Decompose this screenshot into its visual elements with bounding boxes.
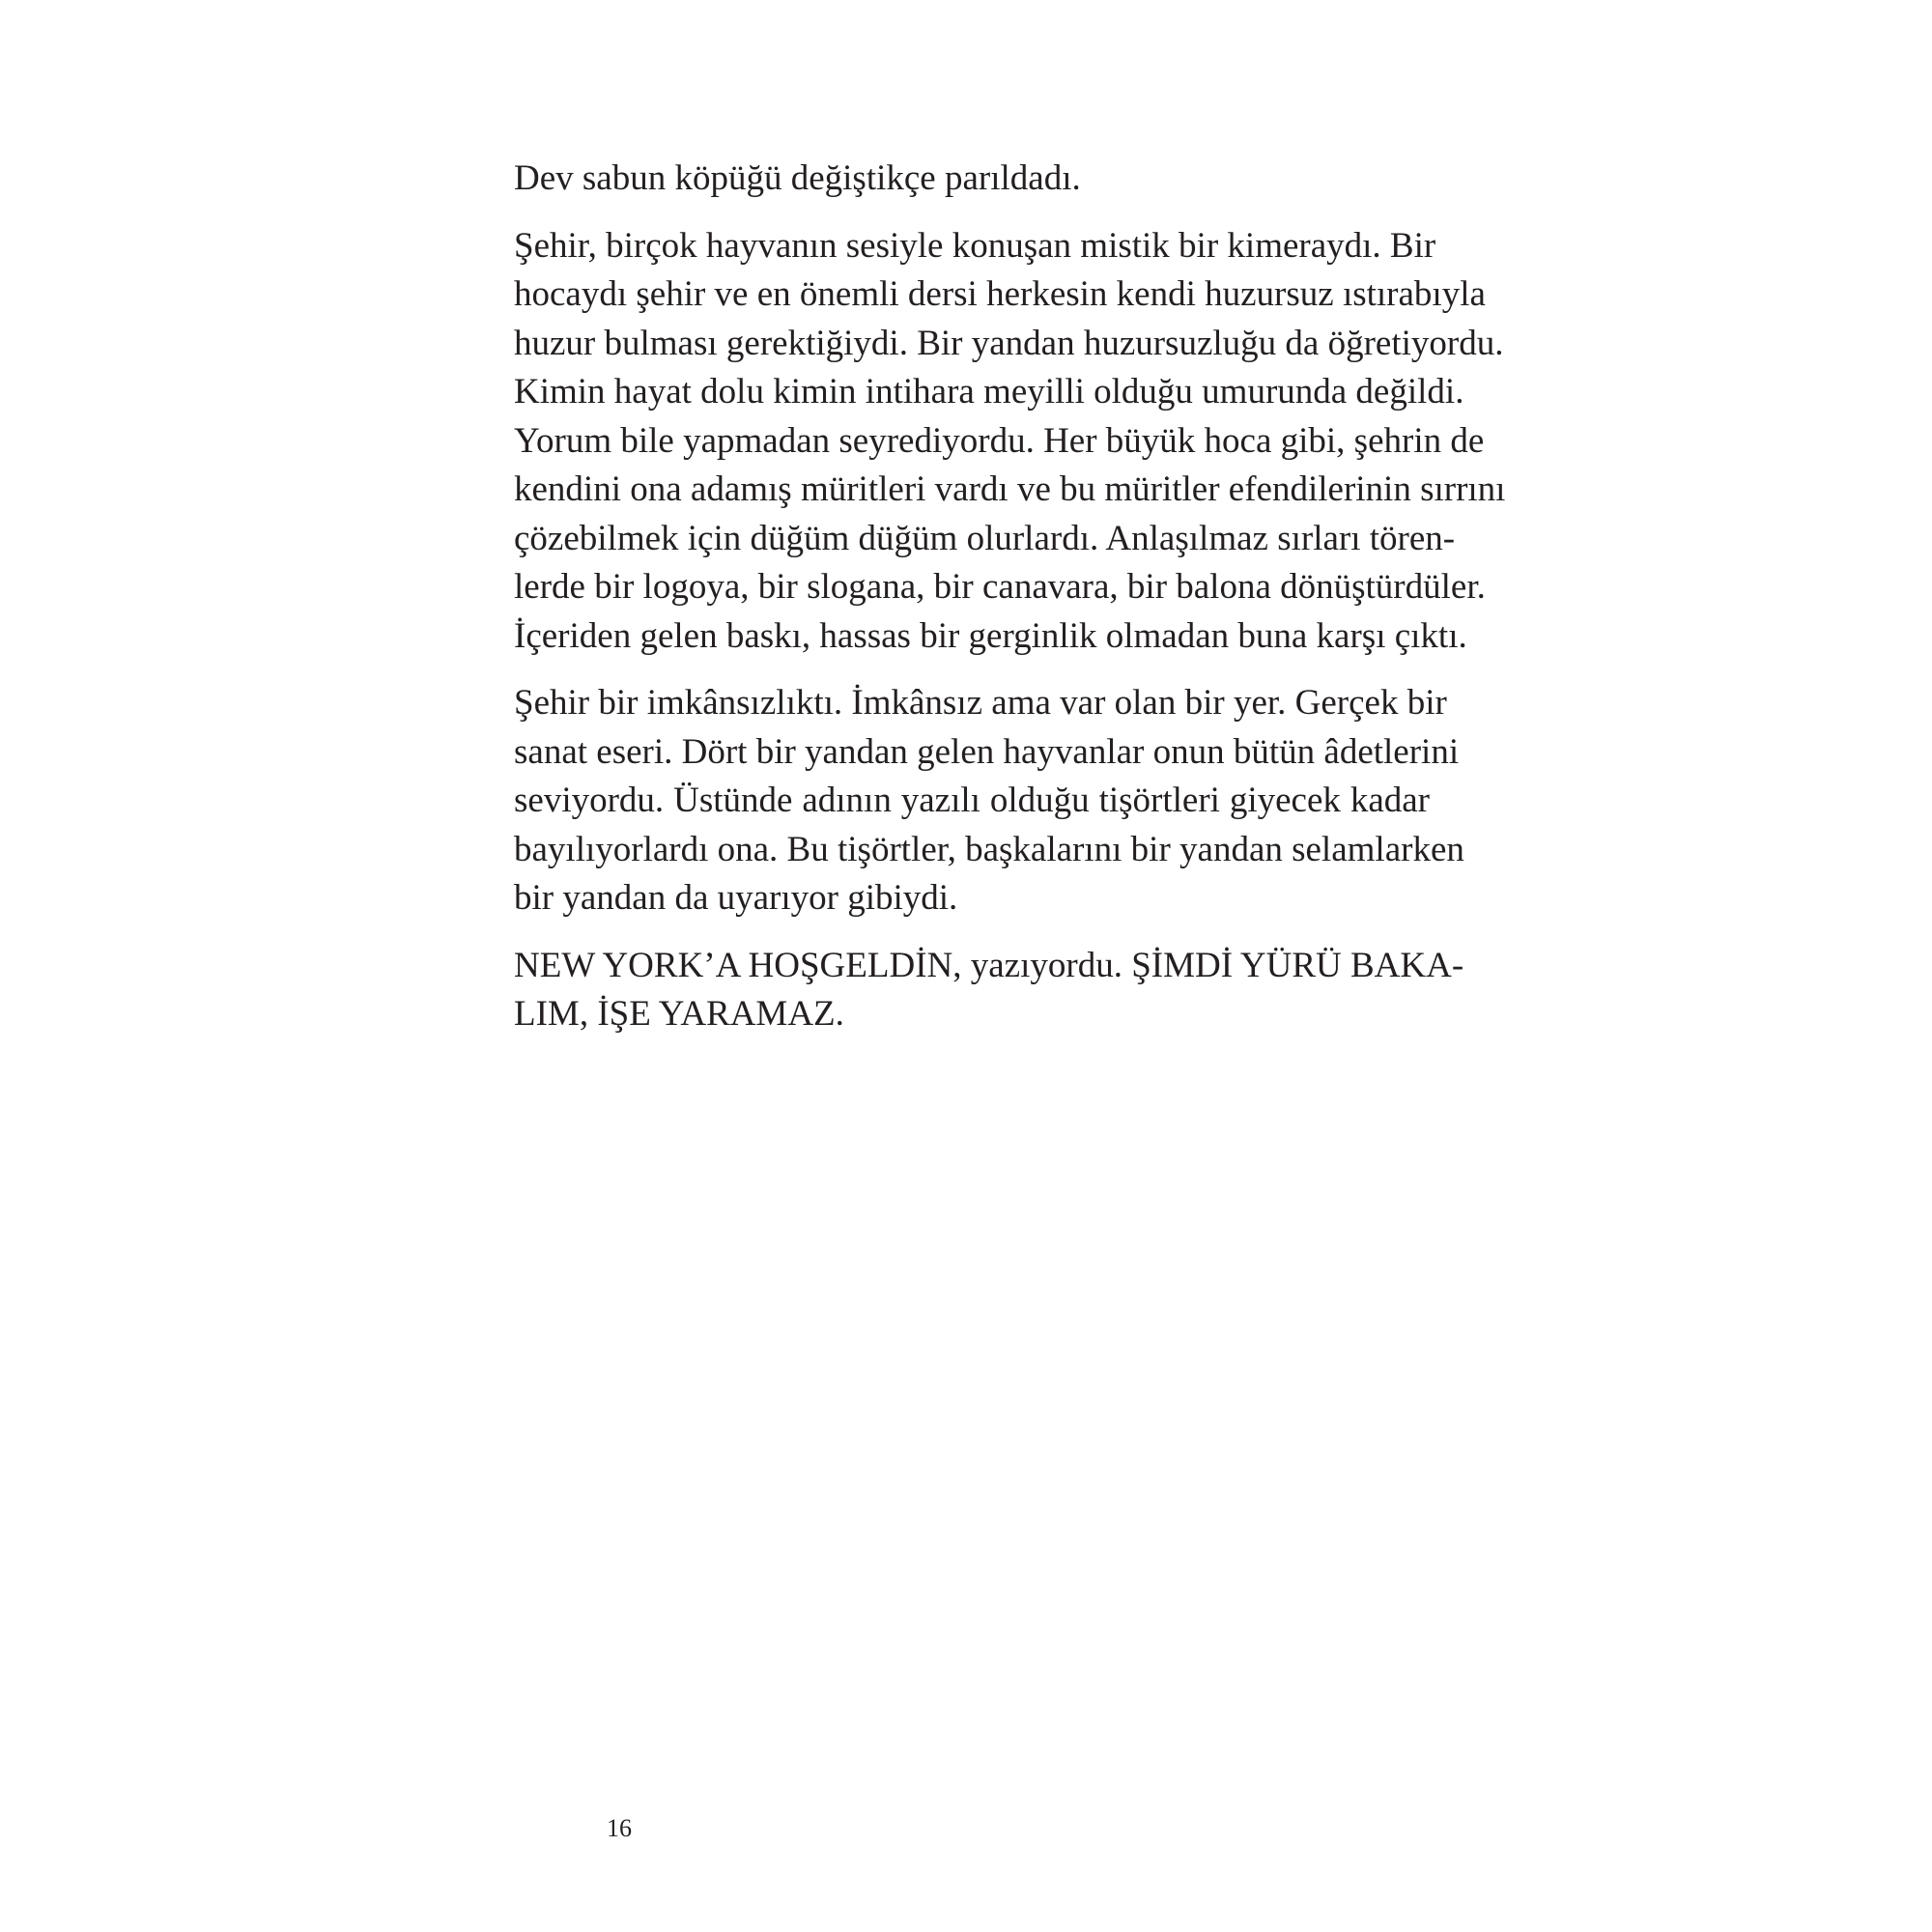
text-line: sanat eseri. Dört bir yandan gelen hayvanlar onun bütün âdetlerini	[514, 731, 1460, 772]
text-line: seviyordu. Üstünde adının yazılı olduğu tişörtleri giyecek kadar	[514, 781, 1430, 820]
text-line: huzur bulması gerektiğiydi. Bir yandan huzursuzluğu da öğretiyordu.	[514, 323, 1504, 363]
text-line: LIM, İŞE YARAMAZ.	[514, 994, 844, 1034]
text-line: Şehir, birçok hayvanın sesiyle konuşan mistik bir kimeraydı. Bir	[514, 225, 1436, 266]
text-line: bir yandan da uyarıyor gibiydi.	[514, 878, 958, 918]
paragraph-2	[514, 222, 1506, 662]
text-line: NEW YORK’A HOŞGELDİN, yazıyordu. ŞİMDİ YÜRÜ BAKA-	[514, 945, 1464, 985]
text-line: çözebilmek için düğüm düğüm olurlardı. Anlaşılmaz sırları tören-	[514, 518, 1456, 558]
text-line: Kimin hayat dolu kimin intihara meyilli olduğu umurunda değildi.	[514, 372, 1464, 412]
text-line: Şehir bir imkânsızlıktı. İmkânsız ama var olan bir yer. Gerçek bir	[514, 683, 1447, 723]
text-line: Yorum bile yapmadan seyrediyordu. Her büyük hoca gibi, şehrin de	[514, 420, 1485, 461]
paragraph-1	[514, 155, 1430, 204]
paragraph-4	[514, 942, 1464, 1039]
paragraph-3	[514, 679, 1464, 923]
text-line: İçeriden gelen baskı, hassas bir gerginlik olmadan buna karşı çıktı.	[514, 615, 1467, 656]
body-text	[514, 155, 1506, 1058]
text-line: hocaydı şehir ve en önemli dersi herkesin kendi huzursuz ıstırabıyla	[514, 274, 1486, 314]
text-line: kendini ona adamış müritleri vardı ve bu müritler efendilerinin sırrını	[514, 469, 1506, 509]
page-number: 16	[607, 1814, 632, 1842]
text-line: bayılıyorlardı ona. Bu tişörtler, başkalarını bir yandan selamlarken	[514, 829, 1464, 869]
text-line: lerde bir logoya, bir slogana, bir canavara, bir balona dönüştürdüler.	[514, 567, 1486, 607]
text-line: Dev sabun köpüğü değiştikçe parıldadı.	[514, 158, 1081, 198]
